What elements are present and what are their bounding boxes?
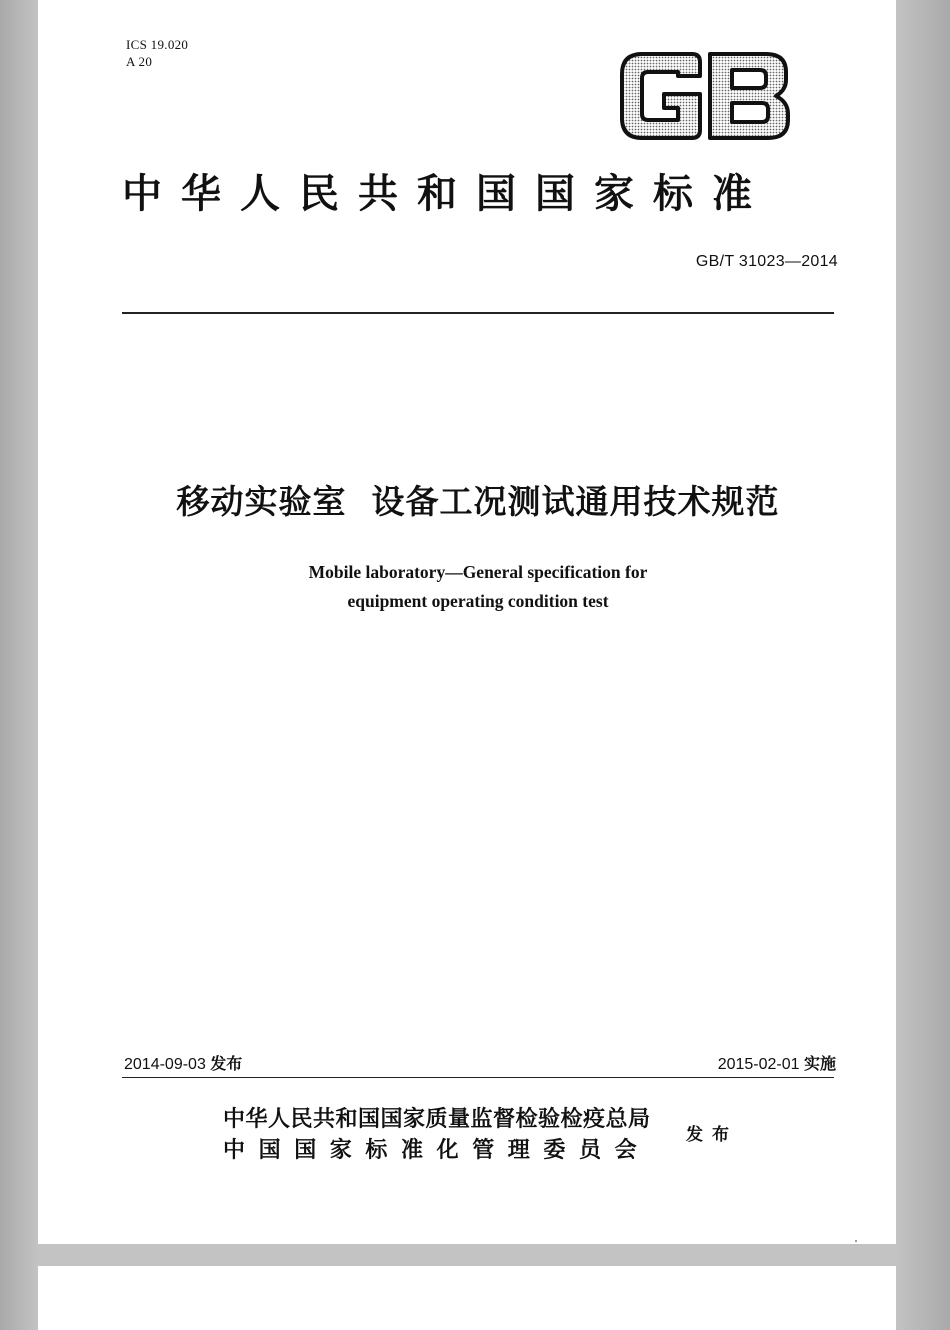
- standard-title: 中华人民共和国国家标准: [122, 170, 771, 217]
- page-speck: [855, 1240, 857, 1242]
- footer-divider: [122, 1077, 834, 1078]
- implement-label: 实施: [803, 1054, 836, 1073]
- document-page: [38, 0, 896, 1244]
- publish-label: 发布: [686, 1125, 738, 1145]
- issue-date: 2014-09-03: [124, 1056, 206, 1073]
- ics-code: ICS 19.020: [126, 37, 189, 52]
- header-divider: [122, 312, 834, 314]
- standard-code: GB/T 31023—2014: [695, 253, 838, 270]
- gb-logo: [616, 50, 792, 142]
- document-title-chinese: 移动实验室 设备工况测试通用技术规范: [176, 482, 780, 521]
- issuer-line-1: 中华人民共和国国家质量监督检验检疫总局: [223, 1106, 651, 1132]
- issuer-line-2: 中国国家标准化管理委员会: [223, 1137, 651, 1163]
- issue-date-row: [124, 1051, 242, 1074]
- english-title-line-1: Mobile laboratory—General specification for: [308, 562, 648, 582]
- implement-date-row: [598, 1051, 836, 1074]
- document-title-english: [122, 558, 834, 616]
- issue-label: 发布: [210, 1054, 243, 1073]
- classification-code: A 20: [126, 54, 153, 69]
- next-document-page: [38, 1266, 896, 1330]
- english-title-line-2: equipment operating condition test: [347, 591, 609, 611]
- implement-date: 2015-02-01: [717, 1056, 800, 1073]
